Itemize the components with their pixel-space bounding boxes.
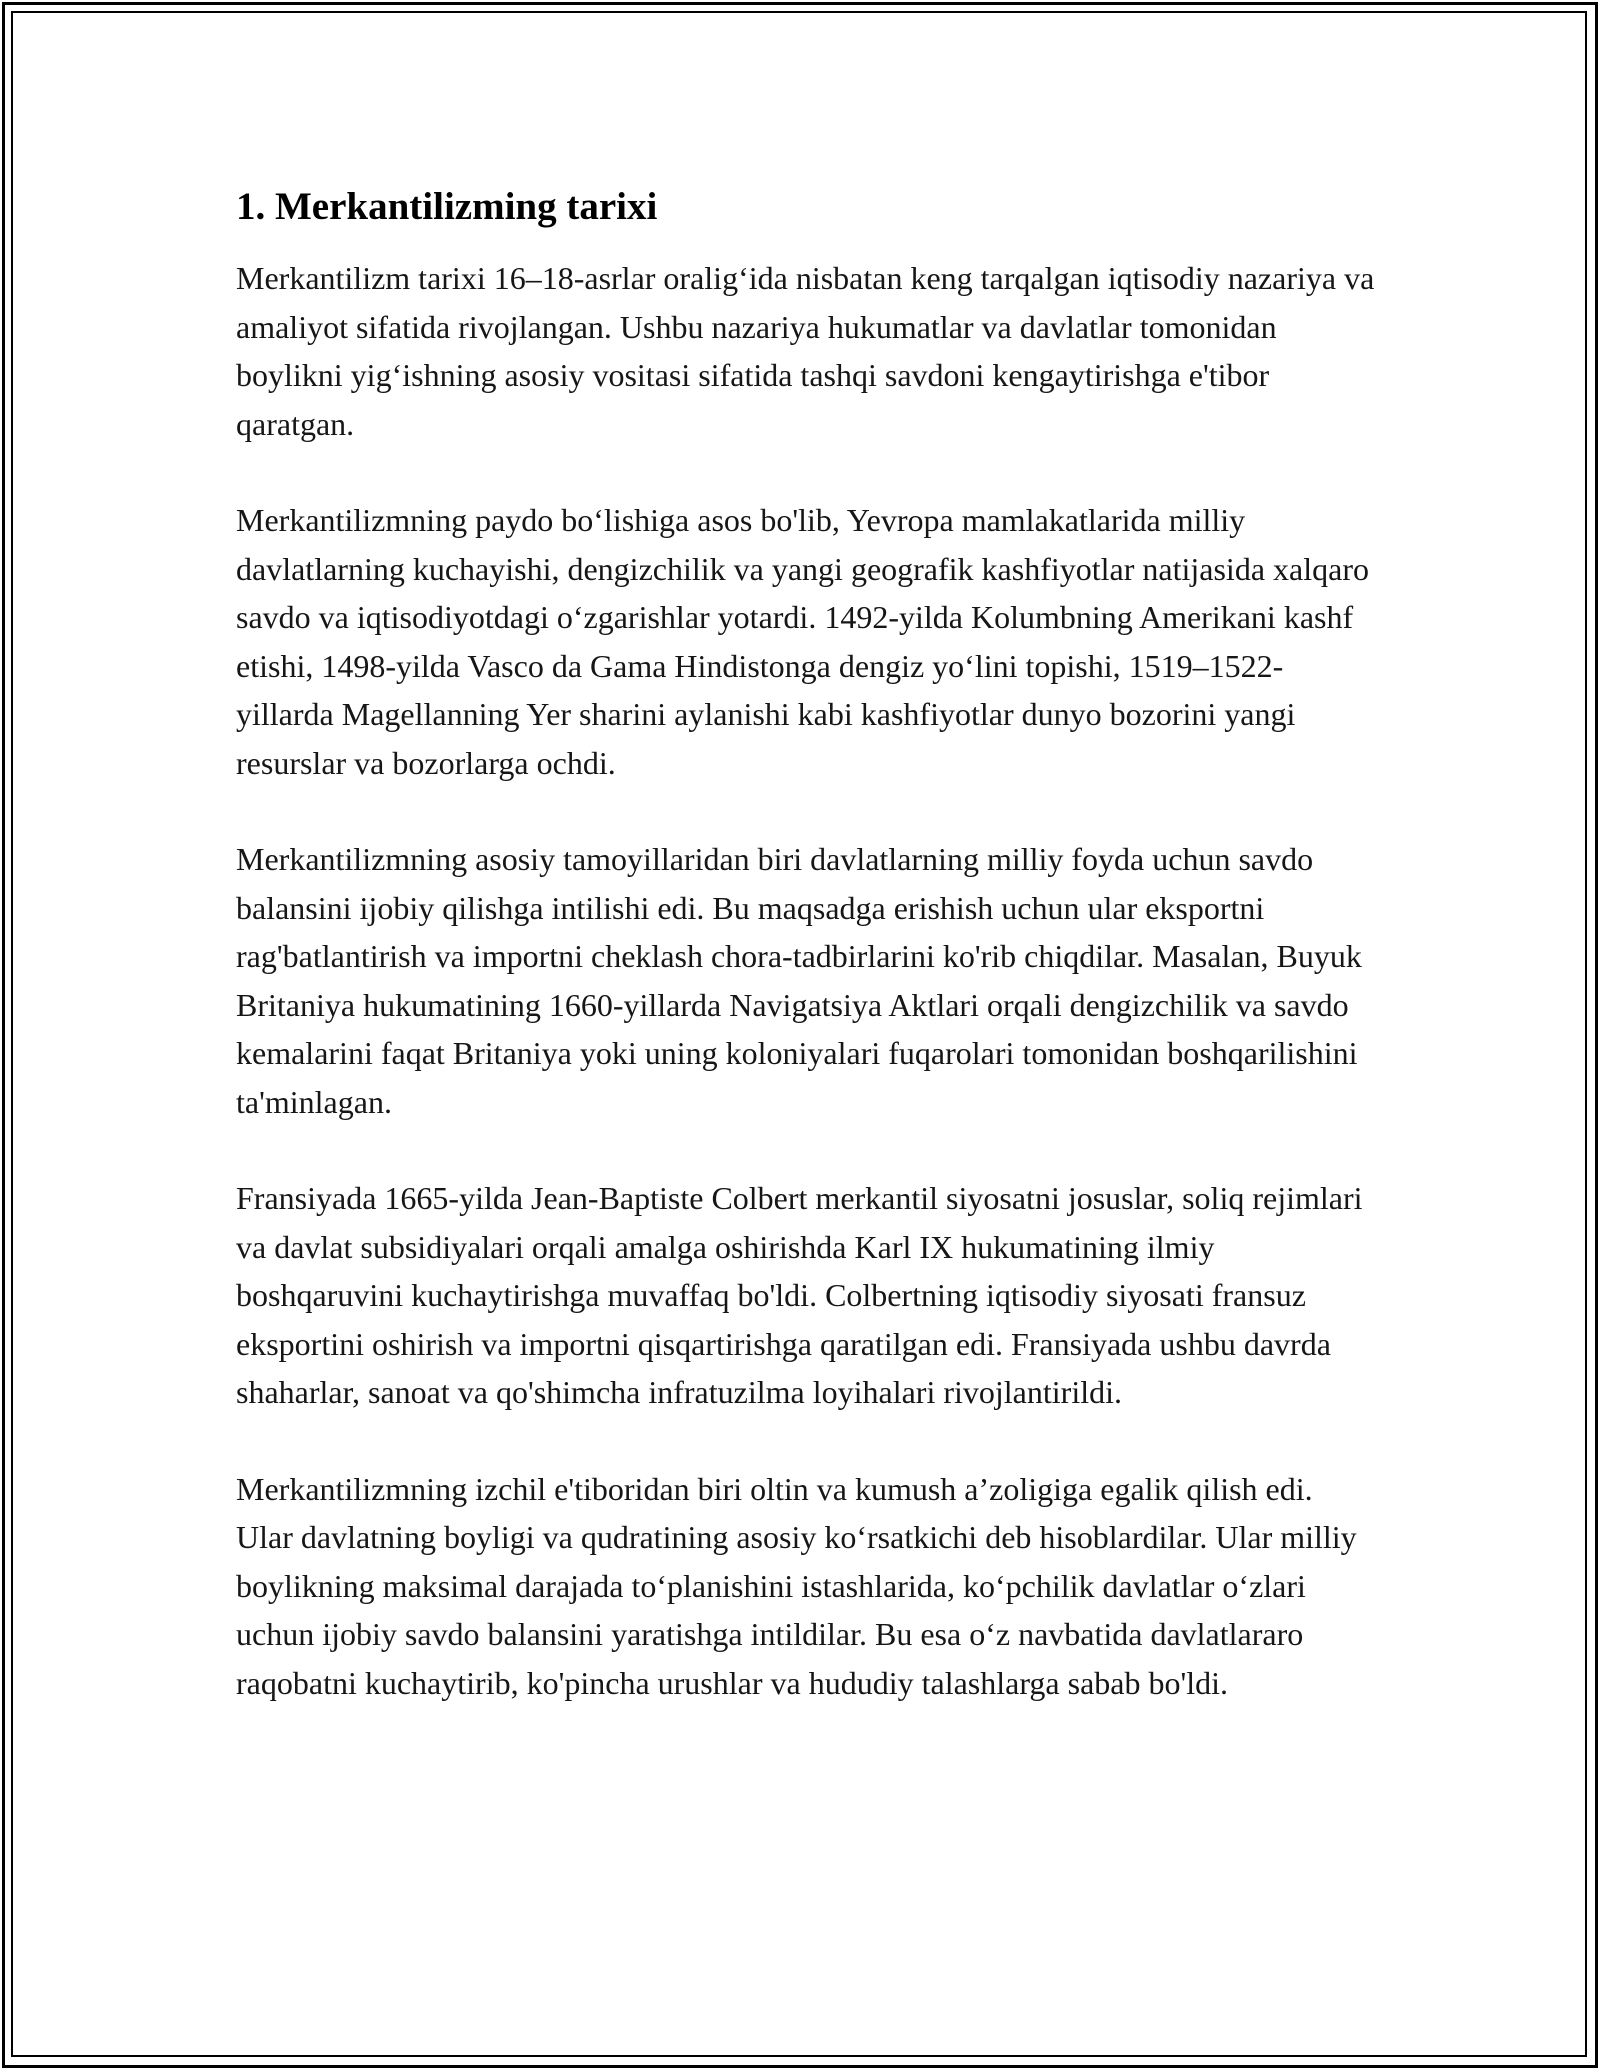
paragraph-intro: Merkantilizm tarixi 16–18-asrlar oralig‘ida nisbatan keng tarqalgan iqtisodiy nazariya va amaliyot sifatida rivojlangan. Ushbu nazariya hukumatlar va davlatlar tomonidan boylikni yig‘ishning asosiy vositasi sifatida tashqi savdoni kengaytirishga e'tibor qaratgan. [236,260,1375,442]
document-body [236,184,1376,1755]
paragraph-trade-balance: Merkantilizmning asosiy tamoyillaridan biri davlatlarning milliy foyda uchun savdo balansini ijobiy qilishga intilishi edi. Bu maqsadga erishish uchun ular eksportni rag'batlantirish va importni cheklash chora-tadbirlarini ko'rib chiqdilar. Masalan, Buyuk Britaniya hukumatining 1660-yillarda Navigatsiya Aktlari orqali dengizchilik va savdo kemalarini faqat Britaniya yoki uning koloniyalari fuqarolari tomonidan boshqarilishini ta'minlagan. [236,841,1362,1120]
paragraph-france-colbert: Fransiyada 1665-yilda Jean-Baptiste Colbert merkantil siyosatni josuslar, soliq rejimlari va davlat subsidiyalari orqali amalga oshirishda Karl IX hukumatining ilmiy boshqaruvini kuchaytirishga muvaffaq bo'ldi. Colbertning iqtisodiy siyosati fransuz eksportini oshirish va importni qisqartirishga qaratilgan edi. Fransiyada ushbu davrda shaharlar, sanoat va qo'shimcha infratuzilma loyihalari rivojlantirildi. [236,1180,1363,1410]
section-heading: 1. Merkantilizming tarixi [236,185,658,228]
paragraph-gold-silver: Merkantilizmning izchil e'tiboridan biri oltin va kumush a’zoligiga egalik qilish edi. Ular davlatning boyligi va qudratining asosiy ko‘rsatkichi deb hisoblardilar. Ular milliy boylikning maksimal darajada to‘planishini istashlarida, ko‘pchilik davlatlar o‘zlari uchun ijobiy savdo balansini yaratishga intildilar. Bu esa o‘z navbatida davlatlararo raqobatni kuchaytirib, ko'pincha urushlar va hududiy talashlarga sabab bo'ldi. [236,1470,1357,1701]
paragraph-origins: Merkantilizmning paydo bo‘lishiga asos bo'lib, Yevropa mamlakatlarida milliy davlatlarning kuchayishi, dengizchilik va yangi geografik kashfiyotlar natijasida xalqaro savdo va iqtisodiyotdagi o‘zgarishlar yotardi. 1492-yilda Kolumbning Amerikani kashf etishi, 1498-yilda Vasco da Gama Hindistonga dengiz yo‘lini topishi, 1519–1522-yillarda Magellanning Yer sharini aylanishi kabi kashfiyotlar dunyo bozorini yangi resurslar va bozorlarga ochdi. [236,502,1369,781]
